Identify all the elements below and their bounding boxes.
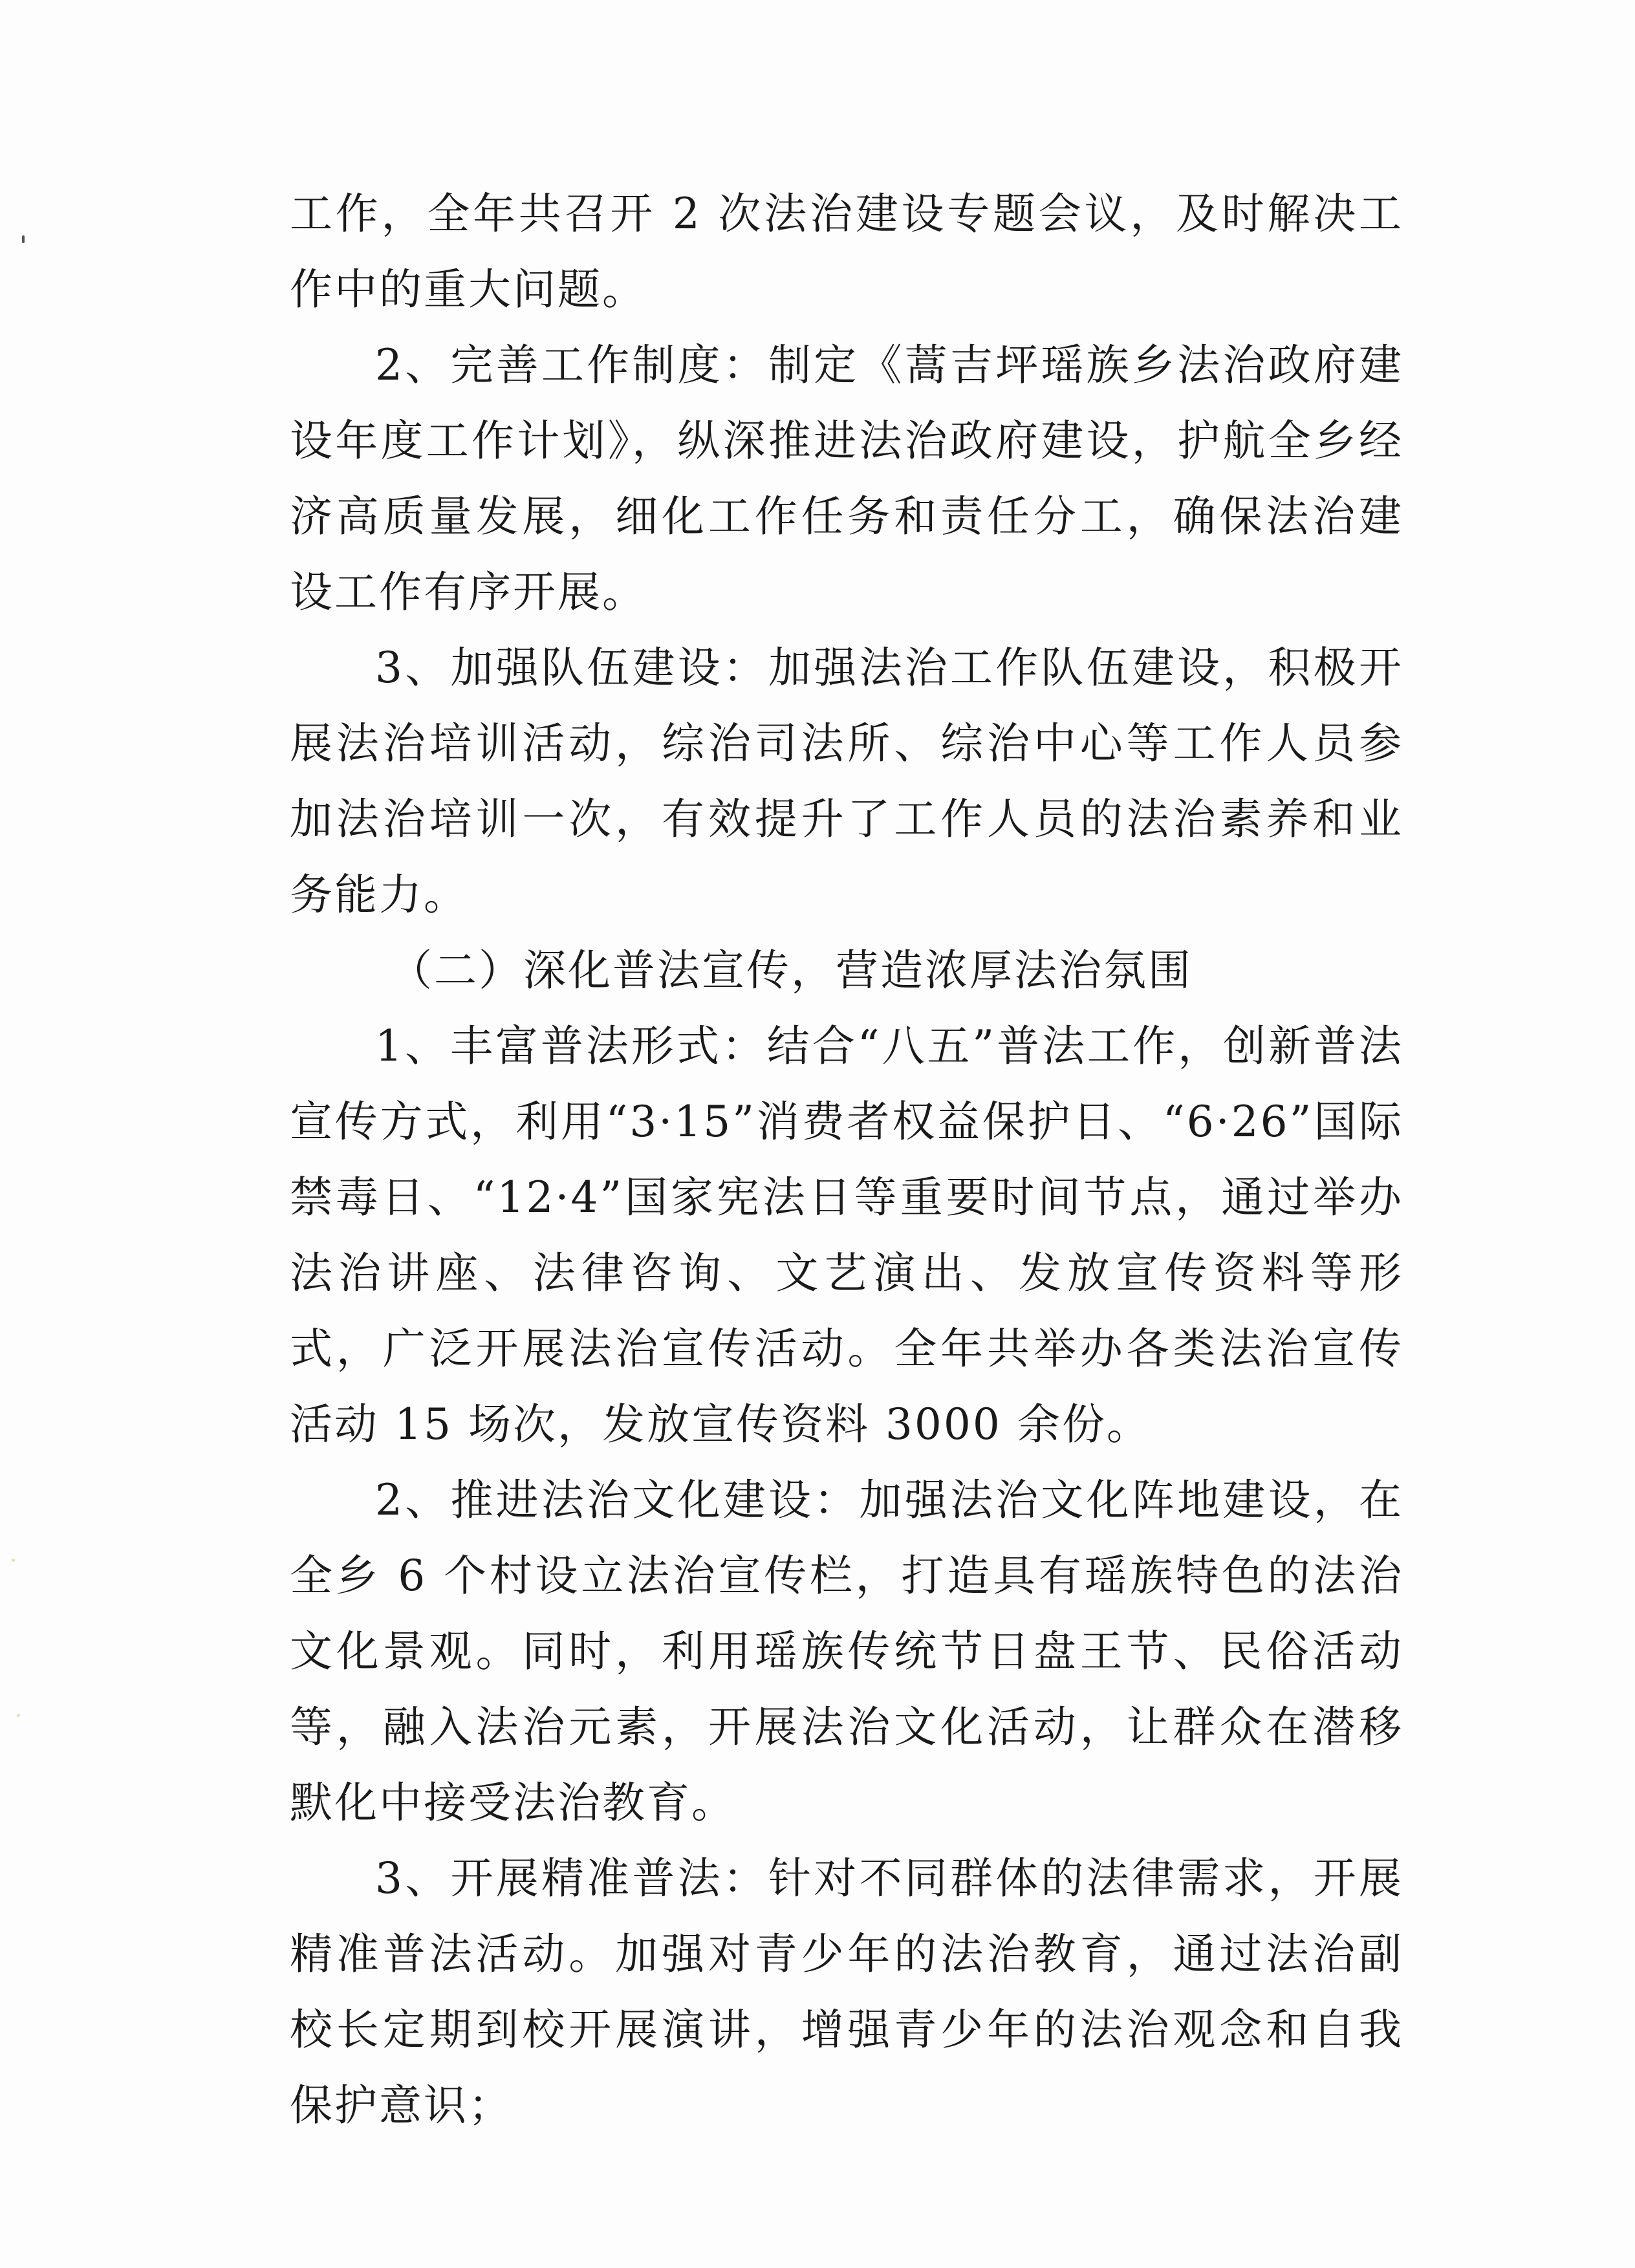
section-heading: （二）深化普法宣传，营造浓厚法治氛围 — [389, 945, 1193, 995]
scan-mark — [22, 235, 25, 243]
scan-speck — [12, 1559, 15, 1562]
paragraph-legal-culture: 2、推进法治文化建设：加强法治文化阵地建设，在全乡 6 个村设立法治宣传栏，打造具有瑶族特色的法治文化景观。同时，利用瑶族传统节日盘王节、民俗活动等，融入法治元素，开展法治文化活动，让群众在潜移默化中接受法治教育。 — [290, 1475, 1403, 1828]
paragraph-work-system: 2、完善工作制度：制定《蒿吉坪瑶族乡法治政府建设年度工作计划》，纵深推进法治政府建设，护航全乡经济高质量发展，细化工作任务和责任分工，确保法治建设工作有序开展。 — [290, 340, 1403, 617]
paragraph-publicity-forms: 1、丰富普法形式：结合“八五”普法工作，创新普法宣传方式，利用“3·15”消费者权益保护日、“6·26”国际禁毒日、“12·4”国家宪法日等重要时间节点，通过举办法治讲座、法律咨询、文艺演出、发放宣传资料等形式，广泛开展法治宣传活动。全年共举办各类法治宣传活动 15 场次，发放宣传资料 3000 余份。 — [290, 1021, 1403, 1449]
scan-speck — [17, 1714, 20, 1717]
paragraph-targeted-publicity: 3、开展精准普法：针对不同群体的法律需求，开展精准普法活动。加强对青少年的法治教育，通过法治副校长定期到校开展演讲，增强青少年的法治观念和自我保护意识； — [290, 1853, 1403, 2130]
paragraph-continued: 工作，全年共召开 2 次法治建设专题会议，及时解决工作中的重大问题。 — [290, 189, 1403, 314]
document-body — [290, 176, 1403, 2143]
paragraph-team-building: 3、加强队伍建设：加强法治工作队伍建设，积极开展法治培训活动，综治司法所、综治中心等工作人员参加法治培训一次，有效提升了工作人员的法治素养和业务能力。 — [290, 643, 1403, 920]
